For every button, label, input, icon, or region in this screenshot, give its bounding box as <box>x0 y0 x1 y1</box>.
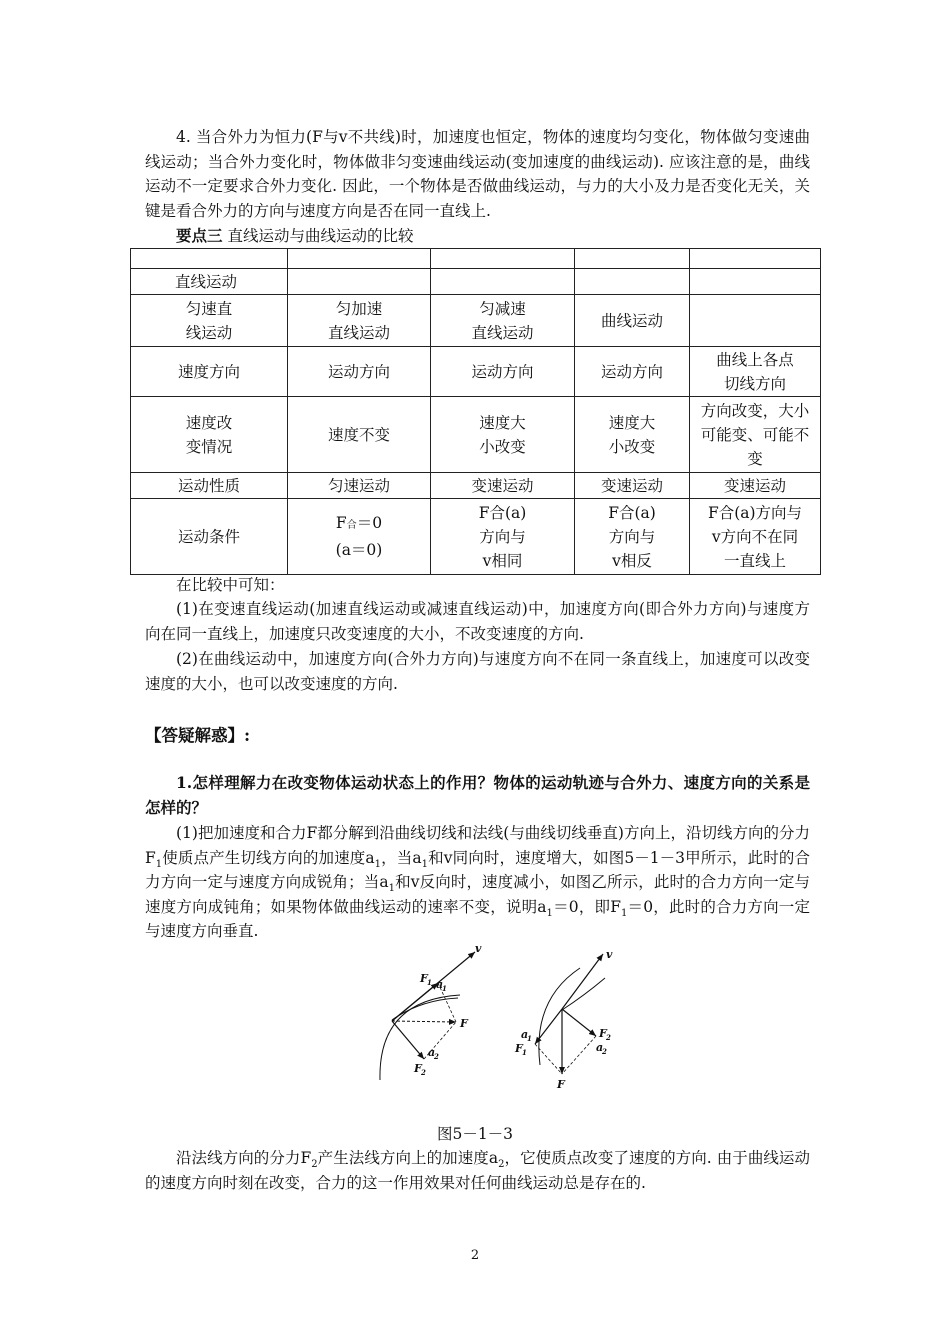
label-F2: F <box>599 1027 607 1040</box>
row-label: 速度方向 <box>131 347 288 397</box>
svg-text:1: 1 <box>427 978 432 987</box>
guide-line <box>562 1036 596 1074</box>
label-F: F <box>557 1078 565 1091</box>
normal-force-arrow <box>392 1021 424 1059</box>
table-row-motion-types <box>131 295 821 347</box>
label-v: v <box>475 942 482 955</box>
table-row <box>131 269 821 295</box>
compare-intro: 在比较中可知： <box>176 576 285 594</box>
table-cell <box>690 249 821 269</box>
type-uniform: 匀速直 线运动 <box>131 295 288 347</box>
svg-text:2: 2 <box>434 1052 439 1061</box>
table-cell <box>575 269 690 295</box>
svg-text:2: 2 <box>602 1047 607 1056</box>
row-label: 速度改 变情况 <box>131 397 288 473</box>
paragraph-normal-force: 沿法线方向的分力$F_2$产生法线方向上的加速度$a_2$，它使质点改变了速度的方向. 由于曲线运动的速度方向时刻在改变，合力的这一作用效果对任何曲线运动总是存在的. <box>145 1149 810 1192</box>
label-F: F <box>460 1017 468 1030</box>
label-a2: a <box>596 1041 604 1054</box>
table-cell <box>131 249 288 269</box>
comparison-table <box>130 248 821 575</box>
svg-text:2: 2 <box>606 1033 611 1042</box>
table-cell: 速度不变 <box>288 397 431 473</box>
trajectory-curve <box>562 978 605 1010</box>
trajectory-curve <box>539 968 580 1065</box>
label-v: v <box>606 948 613 961</box>
qa-heading: 【答疑解惑】: <box>145 726 251 745</box>
row-label: 运动条件 <box>131 499 288 575</box>
type-accelerated: 匀加速 直线运动 <box>288 295 431 347</box>
table-cell: 变速运动 <box>431 473 575 499</box>
key-point-title: 直线运动与曲线运动的比较 <box>227 227 414 245</box>
table-cell: 运动方向 <box>431 347 575 397</box>
compare-point-2: (2)在曲线运动中，加速度方向(合外力方向)与速度方向不在同一条直线上，加速度可以改变速度的大小，也可以改变速度的方向. <box>145 650 810 693</box>
table-cell <box>288 269 431 295</box>
table-cell: F合(a) 方向与 v相反 <box>575 499 690 575</box>
table-cell <box>431 269 575 295</box>
table-cell <box>690 295 821 347</box>
label-F2: F <box>414 1062 422 1075</box>
table-cell: F合(a)方向与 v方向不在同 一直线上 <box>690 499 821 575</box>
table-cell: 方向改变，大小 可能变、可能不 变 <box>690 397 821 473</box>
table-cell: 变速运动 <box>690 473 821 499</box>
label-F1: F <box>420 972 428 985</box>
velocity-arrow <box>562 954 603 1009</box>
svg-text:2: 2 <box>421 1068 426 1077</box>
paragraph-point-4: 4. 当合外力为恒力(F与v不共线)时，加速度也恒定，物体的速度均匀变化，物体做匀变速曲线运动；当合外力变化时，物体做非匀变速曲线运动(变加速度的曲线运动). 应该注意的是，曲线运动不一定要求合外力变化. 因此，一个物体是否做曲线运动，与力的大小及力是否变化无关，关键是看合外力的方向与速度方向是否在同一直线上. <box>145 128 810 220</box>
table-cell: 匀速运动 <box>288 473 431 499</box>
table-cell: 曲线上各点 切线方向 <box>690 347 821 397</box>
table-cell: F合＝0 (a＝0) <box>288 499 431 575</box>
table-cell: 速度大 小改变 <box>575 397 690 473</box>
label-a1: a <box>436 978 444 991</box>
normal-force-arrow <box>562 1009 596 1036</box>
table-row-motion-condition <box>131 499 821 575</box>
label-F1: F <box>515 1042 523 1055</box>
table-row-motion-nature <box>131 473 821 499</box>
key-point-label: 要点三 <box>176 226 223 245</box>
net-force-arrow <box>392 1021 456 1022</box>
trajectory-curve <box>392 998 458 1020</box>
question-1: 1.怎样理解力在改变物体运动状态上的作用？物体的运动轨迹与合外力、速度方向的关系是怎样的？ <box>145 773 810 817</box>
tangential-force-arrow <box>535 1009 562 1044</box>
label-a1: a <box>521 1028 529 1041</box>
table-header-row <box>131 249 821 269</box>
svg-text:1: 1 <box>442 984 447 993</box>
svg-text:1: 1 <box>527 1034 532 1043</box>
key-point-heading <box>145 224 810 249</box>
straight-motion-cell: 直线运动 <box>131 269 288 295</box>
svg-text:1: 1 <box>522 1048 527 1057</box>
diagram-right <box>514 948 613 1091</box>
table-cell <box>288 249 431 269</box>
table-row-velocity-direction <box>131 347 821 397</box>
type-curvilinear: 曲线运动 <box>575 295 690 347</box>
compare-point-1: (1)在变速直线运动(加速直线运动或减速直线运动)中，加速度方向(即合外力方向)与速度方向在同一直线上，加速度只改变速度的大小，不改变速度的方向. <box>145 600 810 643</box>
table-cell <box>575 249 690 269</box>
label-a2: a <box>428 1046 436 1059</box>
table-cell <box>690 269 821 295</box>
table-cell <box>431 249 575 269</box>
diagram-left <box>380 942 482 1080</box>
table-cell: 运动方向 <box>575 347 690 397</box>
table-cell: 运动方向 <box>288 347 431 397</box>
table-cell: 变速运动 <box>575 473 690 499</box>
table-row-velocity-change <box>131 397 821 473</box>
page-number: 2 <box>470 1248 480 1263</box>
table-cell: 速度大 小改变 <box>431 397 575 473</box>
table-cell: F合(a) 方向与 v相同 <box>431 499 575 575</box>
answer-1: (1)把加速度和合力F都分解到沿曲线切线和法线(与曲线切线垂直)方向上，沿切线方向的分力$F_1$使质点产生切线方向的加速度$a_1$，当$a_1$和v同向时，速度增大，如图5－1－3甲所示，此时的合力方向一定与速度方向成锐角；当$a_1$和v反向时，速度减小，如图乙所示，此时的合力方向一定与速度方向成钝角；如果物体做曲线运动的速率不变，说明$a_1=0$，即$F_1=0$，此时的合力方向一定与速度方向垂直. <box>145 824 810 940</box>
force-decomposition-figure <box>370 940 640 1091</box>
type-decelerated: 匀减速 直线运动 <box>431 295 575 347</box>
figure-caption: 图5－1－3 <box>436 1125 514 1143</box>
row-label: 运动性质 <box>131 473 288 499</box>
